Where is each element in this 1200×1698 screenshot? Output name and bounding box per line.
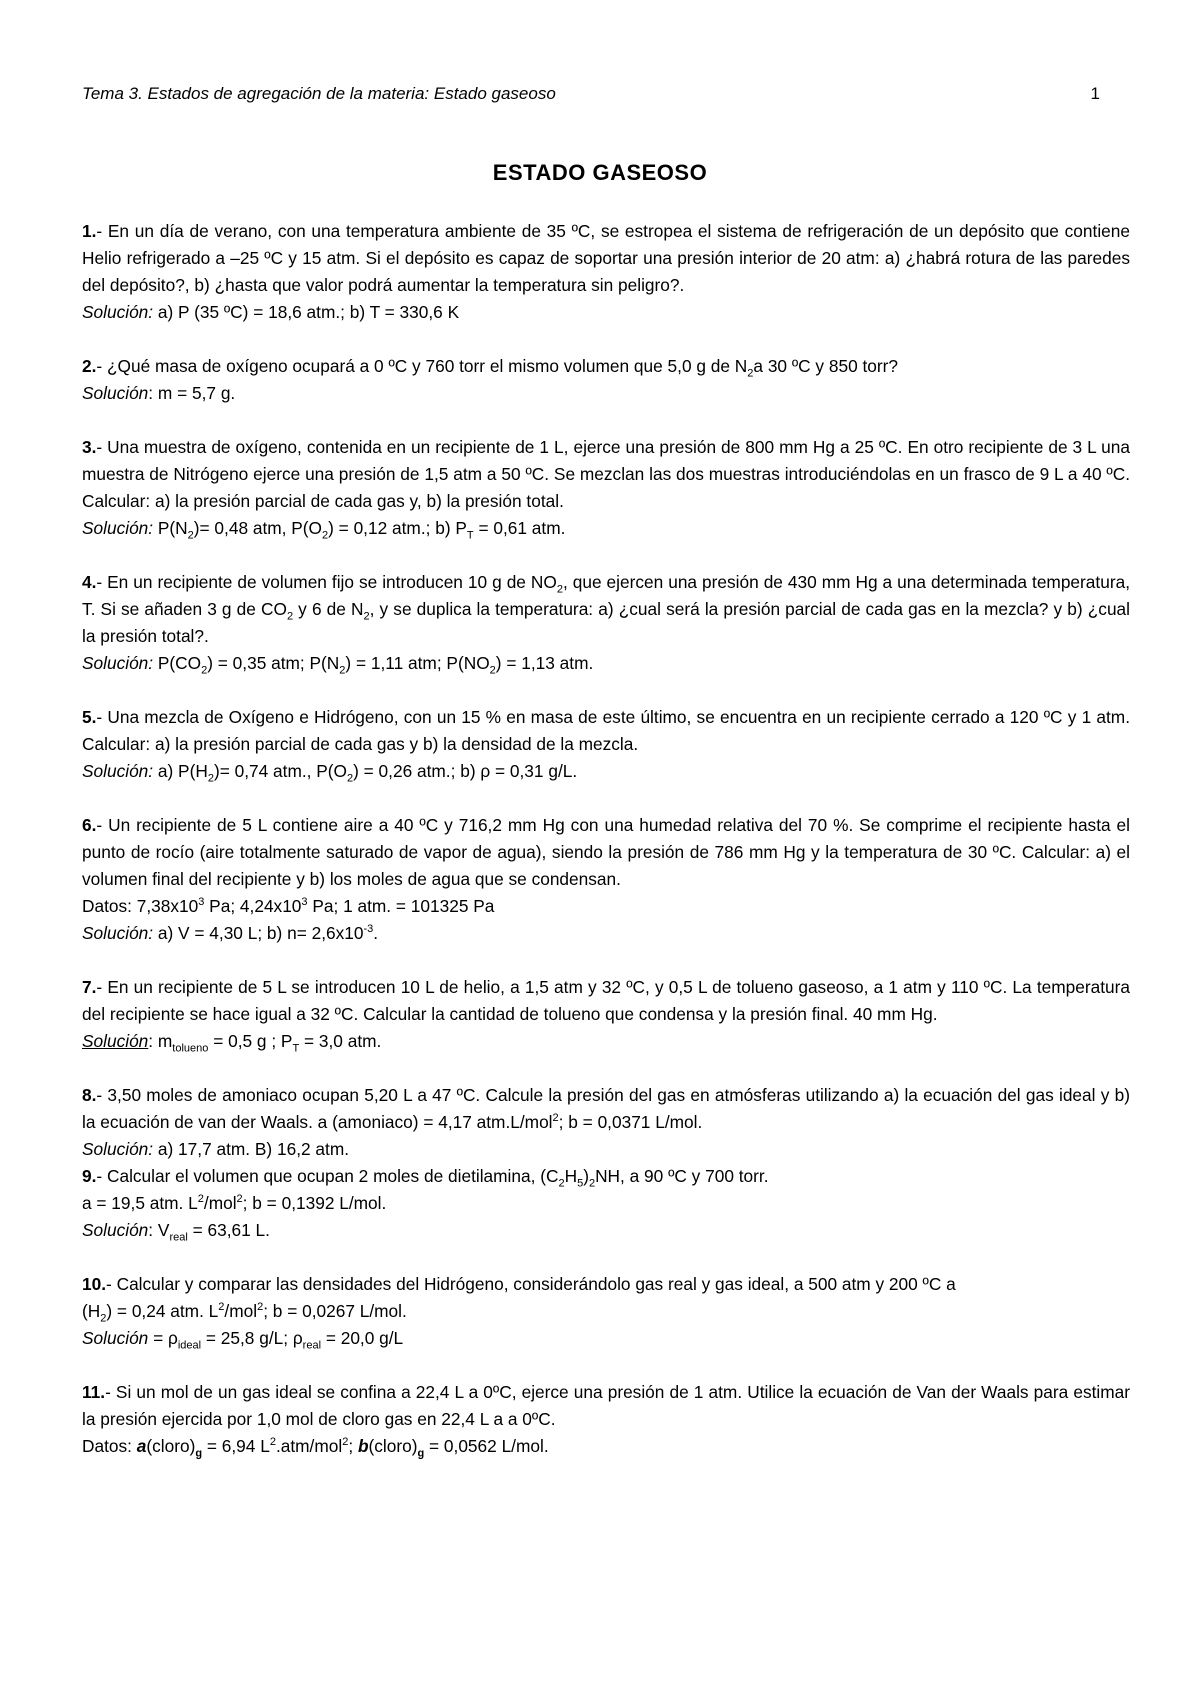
problem-8 [82, 1082, 1130, 1163]
problem-data: $(H_2) = 0,24$ atm. $L^2/mol^2$; b = 0,0267 L/mol. [82, 1301, 407, 1325]
problem-statement: 10.- Calcular y comparar las densidades del Hidrógeno, considerándolo gas real y gas ideal, a 500 atm y 200 ºC a [82, 1274, 956, 1294]
problem-solution: Solución: $P(N_2)= 0,48$ atm, $P(O_2) = 0,12$ atm.; b) $P_T = 0,61$ atm. [82, 518, 566, 542]
problem-solution: Solución: a) P (35 ºC) = 18,6 atm.; b) T = 330,6 K [82, 302, 460, 322]
problem-solution: Solución: $m_{tolueno} = 0,5$ g ; $P_T = 3,0$ atm. [82, 1031, 382, 1055]
problem-statement: 3.- Una muestra de oxígeno, contenida en un recipiente de 1 L, ejerce una presión de 800 mm Hg a 25 ºC. En otro recipiente de 3 L una muestra de Nitrógeno ejerce una presión de 1,5 atm a 50 ºC. Se mezclan las dos muestras introduciéndolas en un frasco de 9 L a 40 ºC. Calcular: a) la presión parcial de cada gas y, b) la presión total. [82, 437, 1130, 511]
problem-data: a = 19,5 atm. $L^2/mol^2$; b = 0,1392 L/mol. [82, 1193, 387, 1213]
problem-10 [82, 1271, 1130, 1352]
problem-2 [82, 353, 1130, 407]
problem-solution: Solución: m = 5,7 g. [82, 383, 236, 403]
problem-6 [82, 812, 1130, 947]
document-title: ESTADO GASEOSO [492, 160, 708, 185]
page-header [82, 84, 1100, 112]
problem-solution: Solución: $P(CO_2) = 0,35$ atm; $P(N_2) = 1,11$ atm; $P(NO_2) = 1,13$ atm. [82, 653, 594, 677]
problem-solution: Solución: $V_{real} = 63,61$ L. [82, 1220, 270, 1244]
problem-statement: 11.- Si un mol de un gas ideal se confina a 22,4 L a 0ºC, ejerce una presión de 1 atm. Utilice la ecuación de Van der Waals para estimar la presión ejercida por 1,0 mol de cloro gas en 22,4 L a a 0ºC. [82, 1382, 1130, 1429]
problem-statement: 1.- En un día de verano, con una temperatura ambiente de 35 ºC, se estropea el sistema de refrigeración de un depósito que contiene Helio refrigerado a –25 ºC y 15 atm. Si el depósito es capaz de soportar una presión interior de 20 atm: a) ¿habrá rotura de las paredes del depósito?, b) ¿hasta que valor podrá aumentar la temperatura sin peligro?. [82, 221, 1130, 295]
page-number: 1 [1090, 84, 1100, 103]
header-title: Tema 3. Estados de agregación de la materia: Estado gaseoso [82, 84, 556, 103]
problem-data: Datos: $a(cloro)_g = 6,94$ $L^2.atm/mol^2$; $b(cloro)_g = 0,0562$ L/mol. [82, 1436, 549, 1460]
problem-1 [82, 218, 1130, 326]
problem-5 [82, 704, 1130, 785]
problem-statement: 7.- En un recipiente de 5 L se introducen 10 L de helio, a 1,5 atm y 32 ºC, y 0,5 L de tolueno gaseoso, a 1 atm y 110 ºC. La temperatura del recipiente se hace igual a 32 ºC. Calcular la cantidad de tolueno que condensa y la presión final. 40 mm Hg. [82, 977, 1130, 1024]
problem-statement: 8.- 3,50 moles de amoniaco ocupan 5,20 L a 47 ºC. Calcule la presión del gas en atmósferas utilizando a) la ecuación del gas ideal y b) la ecuación de van der Waals. a (amoniaco) = 4,17 atm.L/mol$^2$; b = 0,0371 L/mol. [82, 1085, 1130, 1132]
problem-solution: Solución = $\rho_{ideal} = 25,8$ g/L; $\rho_{real} = 20,0$ g/L [82, 1328, 404, 1352]
problem-11 [82, 1379, 1130, 1460]
problem-statement: 5.- Una mezcla de Oxígeno e Hidrógeno, con un 15 % en masa de este último, se encuentra en un recipiente cerrado a 120 ºC y 1 atm. Calcular: a) la presión parcial de cada gas y b) la densidad de la mezcla. [82, 707, 1130, 754]
problem-solution: Solución: a) V = 4,30 L; b) $n= 2,6x10^{-3}$. [82, 923, 379, 943]
problem-statement: 9.- Calcular el volumen que ocupan 2 moles de dietilamina, $(C_2H_5)_2NH$, a 90 ºC y 700 torr. [82, 1166, 769, 1190]
problem-9 [82, 1163, 1130, 1244]
problem-statement: 4.- En un recipiente de volumen fijo se introducen 10 g de $NO_2$, que ejercen una presión de 430 mm Hg a una determinada temperatura, T. Si se añaden 3 g de $CO_2$ y 6 de $N_2$, y se duplica la temperatura: a) ¿cual será la presión parcial de cada gas en la mezcla? y b) ¿cual la presión total?. [82, 572, 1131, 646]
problem-statement: 2.- ¿Qué masa de oxígeno ocupará a 0 ºC y 760 torr el mismo volumen que 5,0 g de $N_2a$ 30 ºC y 850 torr? [82, 356, 899, 380]
problem-statement: 6.- Un recipiente de 5 L contiene aire a 40 ºC y 716,2 mm Hg con una humedad relativa del 70 %. Se comprime el recipiente hasta el punto de rocío (aire totalmente saturado de vapor de agua), siendo la presión de 786 mm Hg y la temperatura de 30 ºC. Calcular: a) el volumen final del recipiente y b) los moles de agua que se condensan. [82, 815, 1130, 889]
problem-data: Datos: $7,38x10^3$ Pa; $4,24x10^3$ Pa; 1 atm. = 101325 Pa [82, 896, 495, 916]
problem-solution: Solución: a) 17,7 atm. B) 16,2 atm. [82, 1139, 350, 1159]
problem-7 [82, 974, 1130, 1055]
problem-list [82, 218, 1130, 1487]
problem-solution: Solución: a) $P(H_2)= 0,74$ atm., $P(O_2) = 0,26$ atm.; b) ρ = 0,31 g/L. [82, 761, 578, 785]
problem-3 [82, 434, 1130, 542]
problem-4 [82, 569, 1130, 677]
